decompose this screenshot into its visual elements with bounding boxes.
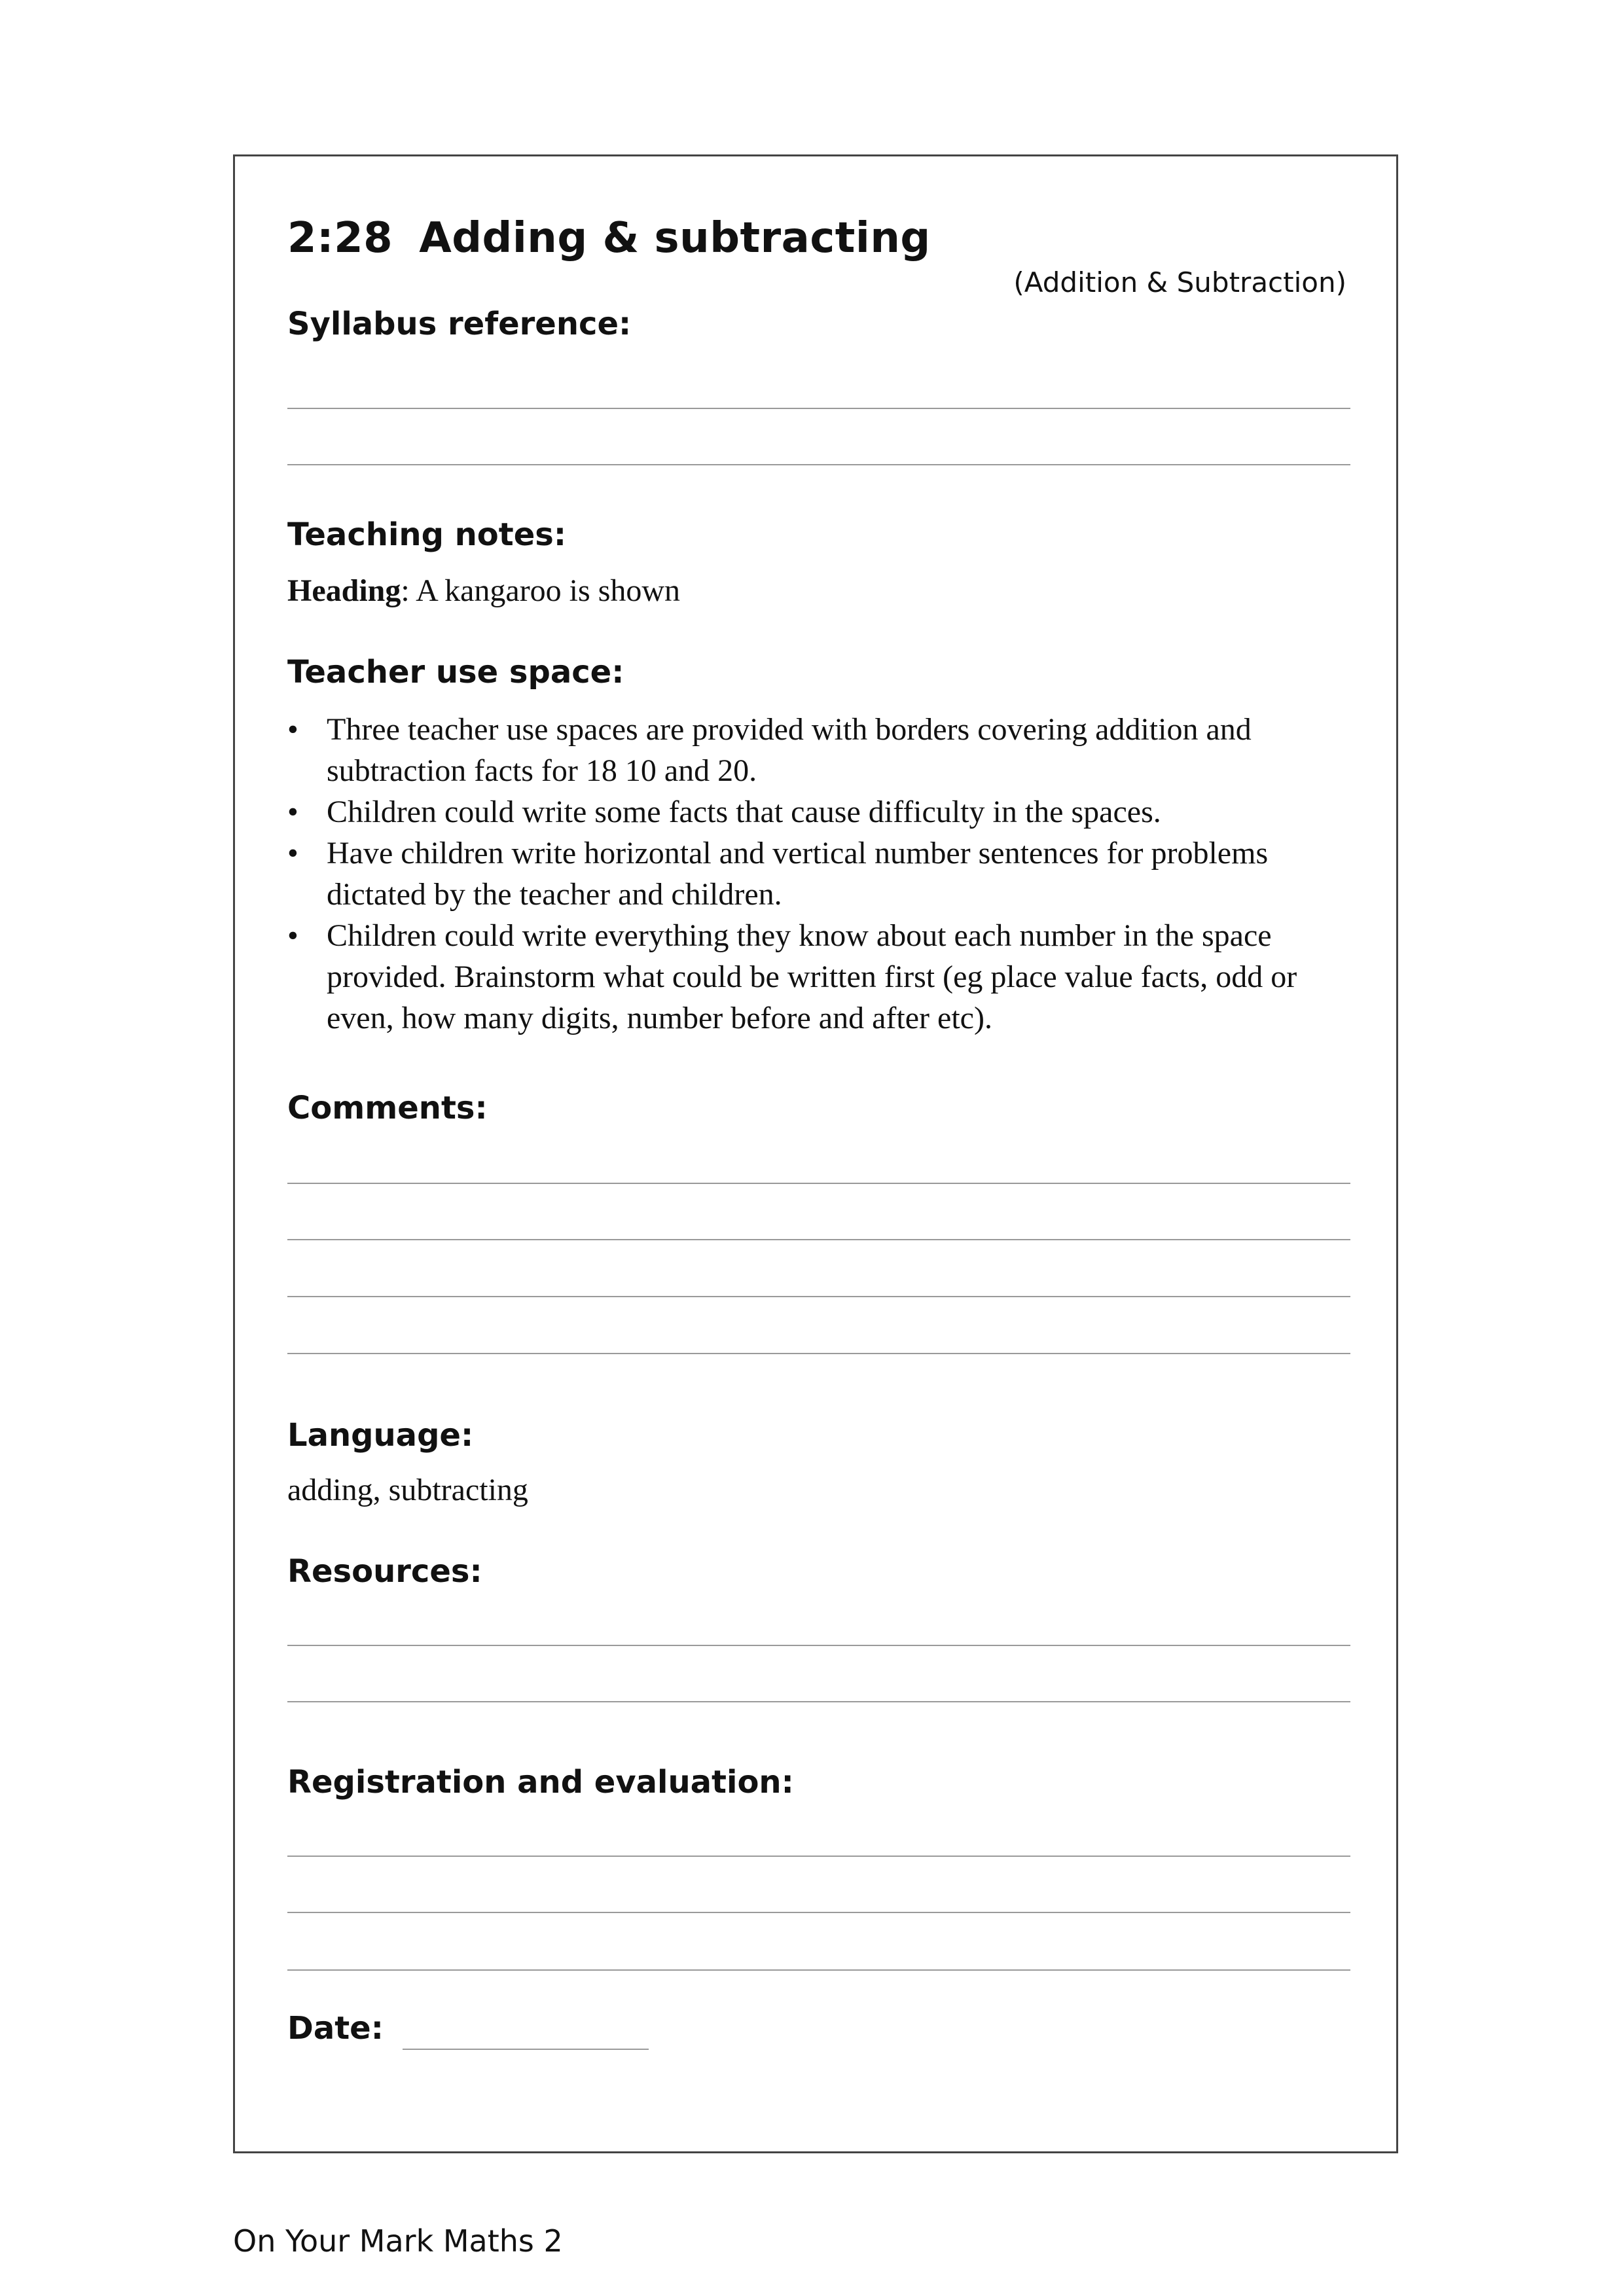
language-text: adding, subtracting: [287, 1473, 528, 1507]
title-number: 2:28: [287, 214, 393, 262]
resources-heading: Resources:: [287, 1553, 482, 1590]
registration-heading: Registration and evaluation:: [287, 1764, 794, 1801]
resources-line: [287, 1645, 1350, 1646]
teacher-use-list: [287, 709, 1361, 1039]
registration-line: [287, 1969, 1350, 1971]
date-line: [403, 2049, 649, 2050]
syllabus-line: [287, 464, 1350, 465]
comments-line: [287, 1353, 1350, 1354]
syllabus-line: [287, 408, 1350, 409]
comments-line: [287, 1183, 1350, 1184]
teaching-notes-value: : A kangaroo is shown: [401, 573, 681, 608]
registration-line: [287, 1856, 1350, 1857]
topic-label: (Addition & Subtraction): [1013, 266, 1346, 298]
teaching-notes-heading: Teaching notes:: [287, 516, 567, 553]
registration-line: [287, 1912, 1350, 1913]
footer-text: On Your Mark Maths 2: [233, 2223, 563, 2259]
list-item: • Have children write horizontal and vertical number sentences for problems dictated by the teacher and children.: [287, 833, 1361, 915]
date-heading: Date:: [287, 2010, 384, 2047]
comments-line: [287, 1296, 1350, 1297]
teaching-notes-text: [287, 570, 680, 611]
comments-heading: Comments:: [287, 1090, 488, 1126]
teacher-use-heading: Teacher use space:: [287, 654, 624, 691]
page-title: [287, 214, 931, 262]
teaching-notes-label: Heading: [287, 573, 401, 608]
language-heading: Language:: [287, 1417, 474, 1454]
worksheet-frame: [233, 154, 1398, 2153]
list-item: • Three teacher use spaces are provided with borders covering addition and subtraction facts for 18 10 and 20.: [287, 709, 1361, 791]
list-item: • Children could write everything they know about each number in the space provided. Brainstorm what could be written first (eg place value facts, odd or even, how many digits, number before and after etc).: [287, 915, 1361, 1039]
syllabus-heading: Syllabus reference:: [287, 306, 632, 342]
list-item: • Children could write some facts that cause difficulty in the spaces.: [287, 791, 1361, 833]
resources-line: [287, 1701, 1350, 1702]
title-text: Adding & subtracting: [419, 214, 931, 262]
comments-line: [287, 1239, 1350, 1240]
